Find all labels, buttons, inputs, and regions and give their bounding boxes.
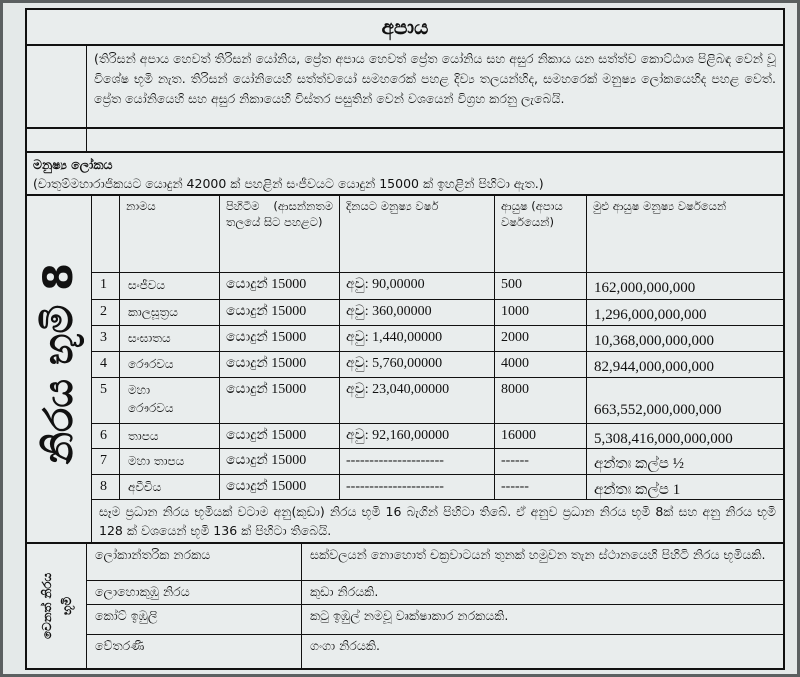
apaya-table xyxy=(25,8,785,670)
row-number: 6 xyxy=(92,424,120,449)
hell-realms-side-cell xyxy=(27,196,92,542)
lifespan-hell-years: ------ xyxy=(495,449,587,475)
per-day-human-years: අවු: 90,00000 xyxy=(340,273,495,300)
realm-location: යොදුන් 15000 xyxy=(220,273,340,300)
other-hell-name: ලෝකාන්තරික නරකය xyxy=(87,544,302,581)
other-hells-side-label: වෙනත් නිරය භූමි xyxy=(39,572,74,640)
per-day-human-years: අවු: 360,00000 xyxy=(340,300,495,326)
intro-row xyxy=(27,46,783,129)
hell-realms-note: සෑම ප්‍රධාන නිරය භූමියක් වටාම අනු(කුඩා) නිරය භූමි 16 බැගින් පිහිටා තිබේ. ඒ අනුව ප්‍රධාන නිරය භූමි 8ක් සහ අනු නිරය භූමි 128 ක් වශයෙන් භූමි 136 ක් පිහිටා තිබෙයි. xyxy=(99,504,776,538)
row-number: 5 xyxy=(92,378,120,424)
header-lifespan: ආයුෂ (අපාය වර්ෂයෙන්) xyxy=(495,196,587,273)
realm-name: සංජීවය xyxy=(120,273,220,300)
realm-location: යොදුන් 15000 xyxy=(220,300,340,326)
human-world-location: (චාතුම්මහාරාජිකයට යොදුන් 42000 ක් පහළින් සංජීවයට යොදුන් 15000 ක් ඉහළින් පිහිටා ඇත.) xyxy=(33,176,544,191)
total-lifespan-human-years: 663,552,000,000,000 xyxy=(587,378,783,424)
total-lifespan-human-years: අන්තඃ කල්ප 1 xyxy=(587,475,783,500)
lifespan-hell-years: 4000 xyxy=(495,352,587,378)
intro-text: (තිරිසන් අපාය හෙවත් තිරිසන් යෝනිය, ප්‍රේත අපාය හෙවත් ප්‍රේත යෝනිය සහ අසුර නිකාය යන සත්ත්ව කොට්ඨාශ පිළිබඳ වෙන් වූ විශේෂ භූමි නැත. තිරිසන් යෝනියෙහි සත්ත්වයෝ සමහරෙක් පහළ දිව්‍ය තලයන්හිද, සමහරෙක් මනුෂ්‍ය ලෝකයෙහිද පහළ වෙත්. ප්‍රේත යෝනියෙහි සහ අසුර නිකායෙහි විස්තර පසුතින් වෙන් වශයෙන් විග්‍රහ කරනු ලැබෙයි. xyxy=(94,51,776,106)
per-day-human-years: අවු: 5,760,00000 xyxy=(340,352,495,378)
other-hell-description: කුඩා නිරයකි. xyxy=(302,581,783,605)
other-hell-description: සක්වලයන් නොහොත් චක්‍රවාටයන් තුනක් හමුවන තැන ස්ථානයෙහි පිහිටි නිරය භූමියකි. xyxy=(302,544,783,581)
hell-realms-table xyxy=(92,196,783,542)
per-day-human-years: අවු: 23,040,00000 xyxy=(340,378,495,424)
header-total-lifespan: මුළු ආයුෂ මනුෂ්‍ය වර්ෂයෙන් xyxy=(587,196,783,273)
realm-location: යොදුන් 15000 xyxy=(220,475,340,500)
realm-location: යොදුන් 15000 xyxy=(220,449,340,475)
hell-realms-side-label: නිරය භූමි 8 xyxy=(36,263,82,465)
header-number-cell xyxy=(92,196,120,273)
realm-name: රෞරවය xyxy=(120,352,220,378)
other-hells-table xyxy=(87,544,783,668)
other-hell-description: ගංගා නිරයකි. xyxy=(310,638,380,653)
other-hells-side-cell xyxy=(27,544,87,668)
spacer-side-cell xyxy=(27,129,87,151)
other-hell-name: ලොහොකුඹු නිරය xyxy=(87,581,302,605)
total-lifespan-human-years: 5,308,416,000,000,000 xyxy=(587,424,783,449)
realm-name: අවීචිය xyxy=(120,475,220,500)
row-number: 4 xyxy=(92,352,120,378)
row-number: 3 xyxy=(92,326,120,352)
lifespan-hell-years: 8000 xyxy=(495,378,587,424)
human-world-title: මනුෂ්‍ය ලෝකය xyxy=(33,157,113,172)
human-world-row xyxy=(27,153,783,196)
other-hell-name: වේතරණී xyxy=(87,635,302,668)
realm-location: යොදුන් 15000 xyxy=(220,352,340,378)
row-number: 8 xyxy=(92,475,120,500)
total-lifespan-human-years: 82,944,000,000,000 xyxy=(587,352,783,378)
lifespan-hell-years: 1000 xyxy=(495,300,587,326)
hell-realms-section xyxy=(27,196,783,544)
total-lifespan-human-years: අන්තඃ කල්ප ½ xyxy=(587,449,783,475)
header-per-day: දිනයට මනුෂ්‍ය වර්ෂ xyxy=(340,196,495,273)
spacer-row xyxy=(27,129,783,153)
row-number: 2 xyxy=(92,300,120,326)
lifespan-hell-years: ------ xyxy=(495,475,587,500)
realm-name: කාලසූත්‍රය xyxy=(120,300,220,326)
realm-name: තාපය xyxy=(120,424,220,449)
other-hell-name: කෝට් ඉඹුලි xyxy=(87,605,302,635)
total-lifespan-human-years: 10,368,000,000,000 xyxy=(587,326,783,352)
total-lifespan-human-years: 162,000,000,000 xyxy=(587,273,783,300)
per-day-human-years: අවු: 1,440,00000 xyxy=(340,326,495,352)
realm-location: යොදුන් 15000 xyxy=(220,424,340,449)
row-number: 1 xyxy=(92,273,120,300)
intro-side-cell xyxy=(27,46,87,127)
header-name: නාමය xyxy=(120,196,220,273)
realm-name: මහා රෞරවය xyxy=(120,378,220,424)
header-location: පිහිටීම (ආසන්නතම තලයේ සිට පහළට) xyxy=(220,196,340,273)
row-number: 7 xyxy=(92,449,120,475)
realm-name: සංඝාතය xyxy=(120,326,220,352)
total-lifespan-human-years: 1,296,000,000,000 xyxy=(587,300,783,326)
realm-location: යොදුන් 15000 xyxy=(220,378,340,424)
lifespan-hell-years: 500 xyxy=(495,273,587,300)
realm-location: යොදුන් 15000 xyxy=(220,326,340,352)
other-hells-section xyxy=(27,544,783,668)
realm-name: මහා තාපය xyxy=(120,449,220,475)
per-day-human-years: --------------------- xyxy=(340,475,495,500)
title-row xyxy=(27,10,783,46)
lifespan-hell-years: 16000 xyxy=(495,424,587,449)
other-hell-description: කටු ඉඹුල් නමවූ වෘක්ෂාකාර නරකයකි. xyxy=(302,605,783,635)
per-day-human-years: අවු: 92,160,00000 xyxy=(340,424,495,449)
lifespan-hell-years: 2000 xyxy=(495,326,587,352)
page-title: අපාය xyxy=(381,15,429,39)
spacer-cell xyxy=(87,129,783,151)
per-day-human-years: --------------------- xyxy=(340,449,495,475)
